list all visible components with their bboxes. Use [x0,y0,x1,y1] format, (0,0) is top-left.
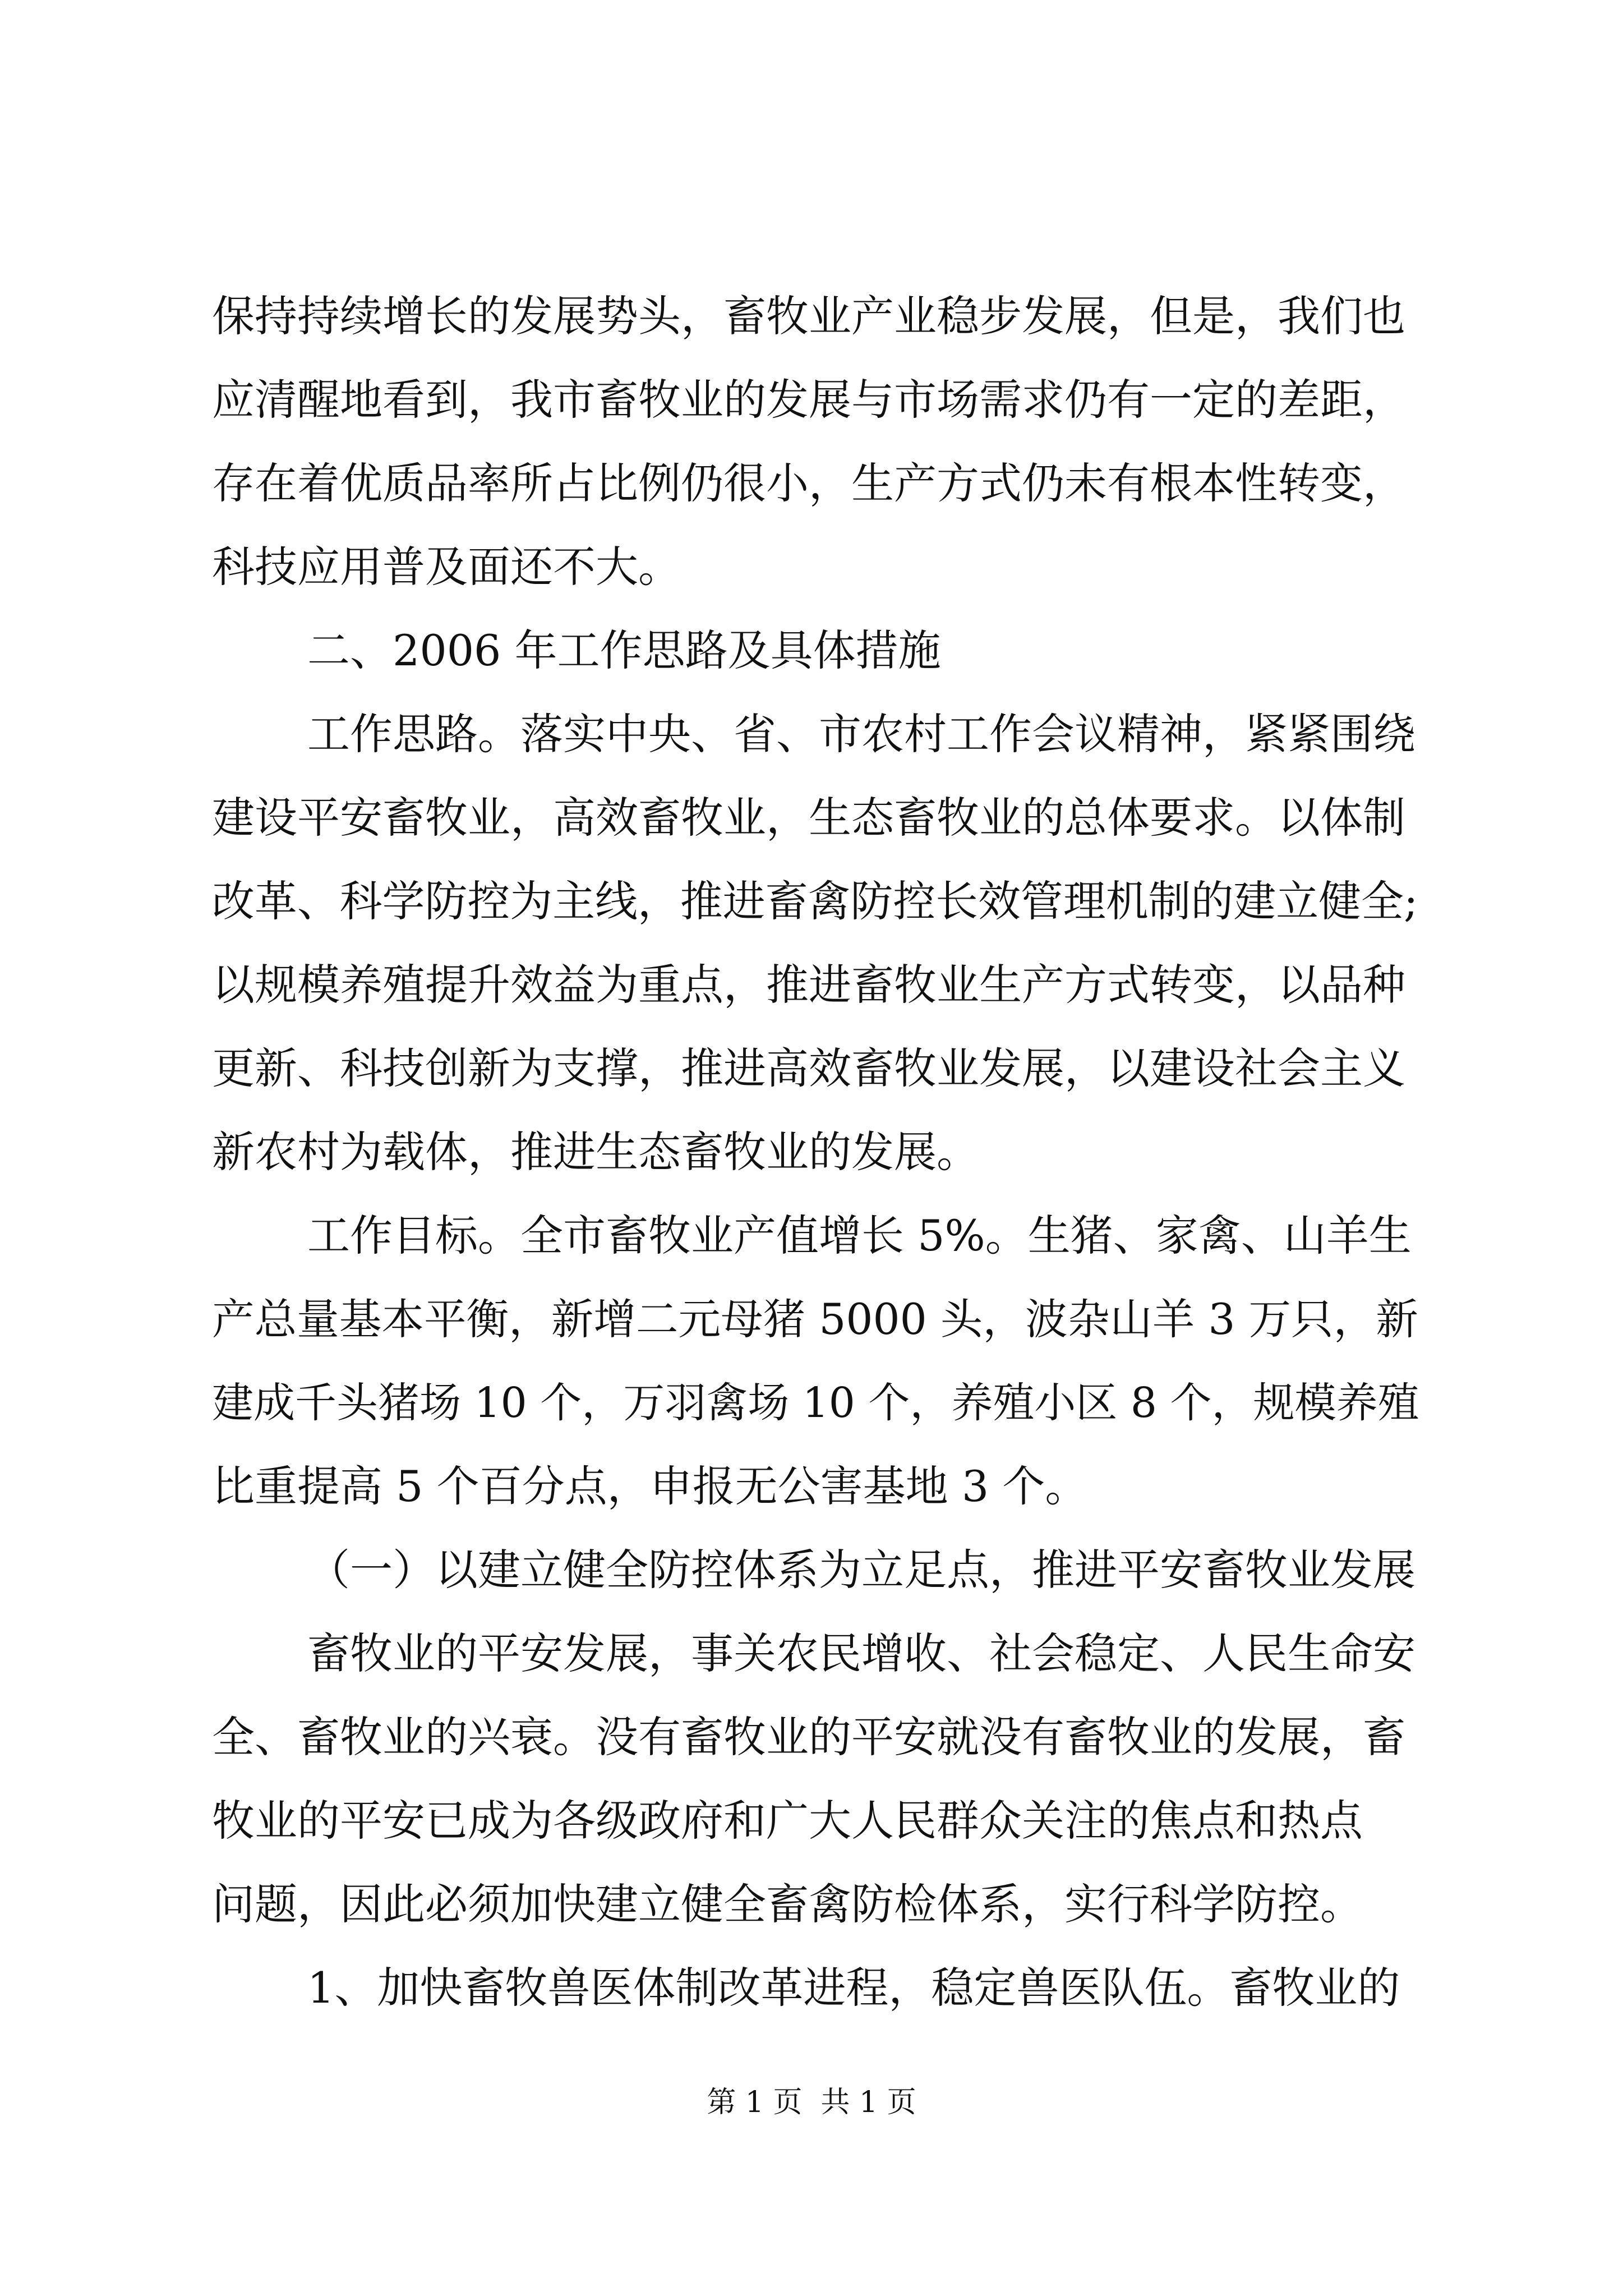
line-text: 工作目标。全市畜牧业产值增长 5%。生猪、家禽、山羊生 [307,1211,1412,1260]
page-footer: 第 1 页 共 1 页 [707,2086,916,2119]
paragraph-line [0,441,1623,526]
paragraph-line [0,1612,1623,1696]
line-text: 问题，因此必须加快建立健全畜禽防检体系，实行科学防控。 [212,1879,1363,1929]
line-text: 建设平安畜牧业，高效畜牧业，生态畜牧业的总体要求。以体制 [212,793,1405,843]
line-text: 更新、科技创新为支撑，推进高效畜牧业发展，以建设社会主义 [212,1043,1405,1093]
section-heading [0,609,1623,693]
paragraph-line [0,1027,1623,1111]
line-text: 建成千头猪场 10 个，万羽禽场 10 个，养殖小区 8 个，规模养殖 [212,1379,1419,1427]
paragraph-line [0,692,1623,776]
paragraph-line [0,1695,1623,1779]
paragraph-line [0,1110,1623,1194]
section-heading-text: 二、2006 年工作思路及具体措施 [307,625,941,675]
paragraph-line [0,1779,1623,1863]
line-text: 新农村为载体，推进生态畜牧业的发展。 [212,1127,979,1177]
paragraph-line [0,1194,1623,1278]
line-text: 改革、科学防控为主线，推进畜禽防控长效管理机制的建立健全; [212,877,1418,926]
line-text: 应清醒地看到，我市畜牧业的发展与市场需求仍有一定的差距， [212,375,1405,425]
paragraph-line [0,1444,1623,1529]
paragraph-line [0,274,1623,358]
line-text: 畜牧业的平安发展，事关农民增收、社会稳定、人民生命安 [307,1628,1415,1678]
paragraph-line [0,776,1623,860]
line-text: 牧业的平安已成为各级政府和广大人民群众关注的焦点和热点 [212,1796,1363,1846]
paragraph-line [0,943,1623,1027]
line-text: 工作思路。落实中央、省、市农村工作会议精神，紧紧围绕 [307,709,1415,759]
subsection-heading [0,1528,1623,1612]
line-text: 全、畜牧业的兴衰。没有畜牧业的平安就没有畜牧业的发展，畜 [212,1712,1405,1762]
paragraph-line [0,358,1623,442]
paragraph-line [0,525,1623,609]
paragraph-line [0,1361,1623,1445]
line-text: 存在着优质品率所占比例仍很小，生产方式仍未有根本性转变， [212,458,1405,508]
line-text: 产总量基本平衡，新增二元母猪 5000 头，波杂山羊 3 万只，新 [212,1295,1418,1344]
paragraph-line [0,1277,1623,1361]
line-text: 1、加快畜牧兽医体制改革进程，稳定兽医队伍。畜牧业的 [307,1963,1400,2013]
paragraph-line [0,1862,1623,1947]
line-text: 保持持续增长的发展势头，畜牧业产业稳步发展，但是，我们也 [212,291,1405,341]
paragraph-line [0,859,1623,944]
line-text: 以规模养殖提升效益为重点，推进畜牧业生产方式转变，以品种 [212,960,1405,1010]
paragraph-line [0,1946,1623,2030]
subsection-heading-text: （一）以建立健全防控体系为立足点，推进平安畜牧业发展 [307,1545,1415,1595]
line-text: 比重提高 5 个百分点，申报无公害基地 3 个。 [212,1461,1088,1511]
line-text: 科技应用普及面还不大。 [212,542,681,592]
